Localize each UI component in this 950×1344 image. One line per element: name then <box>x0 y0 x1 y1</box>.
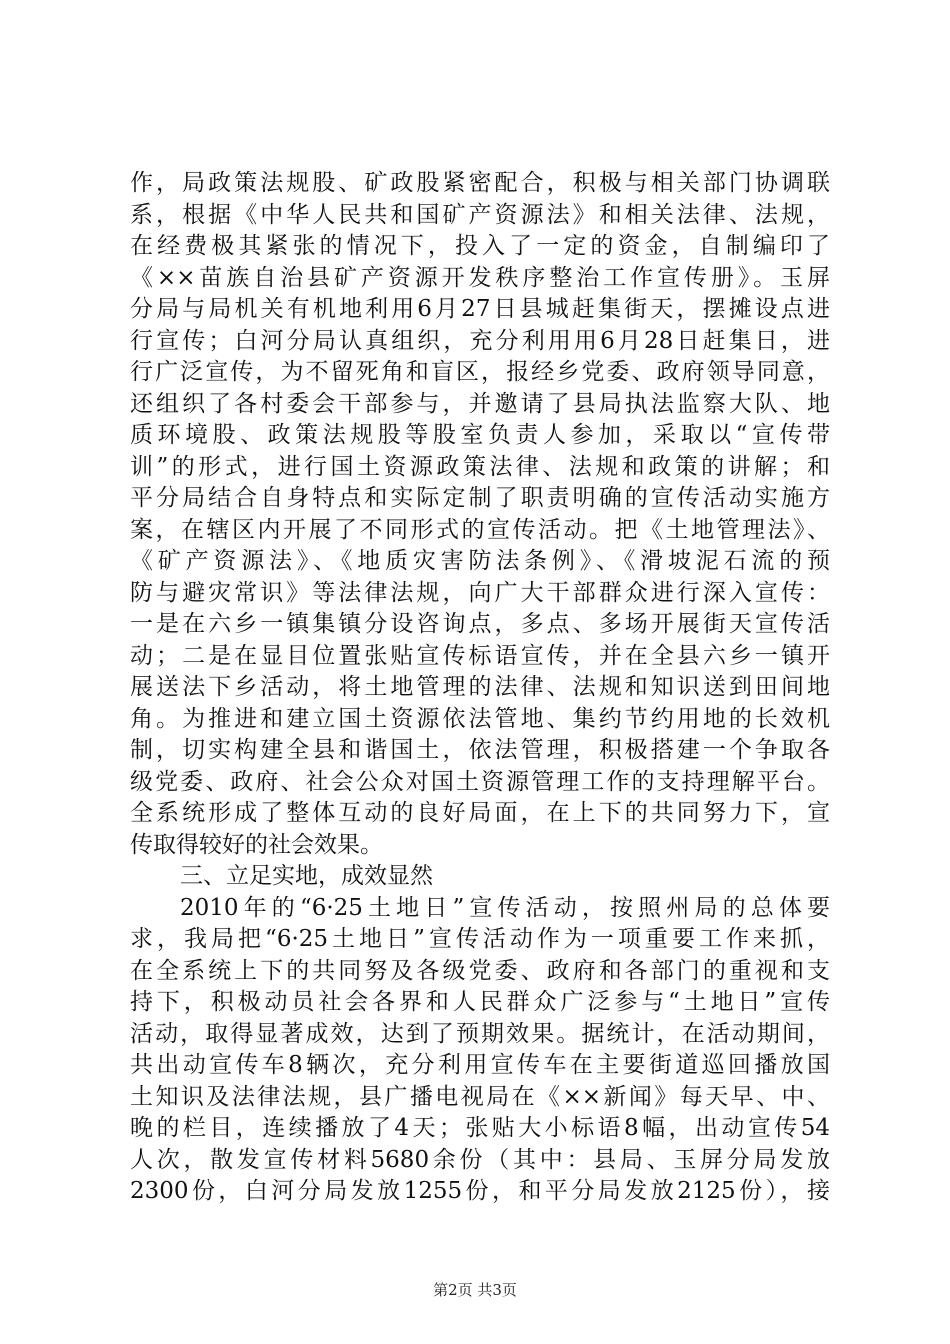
paragraph-line: 《矿产资源法》、《地质灾害防法条例》、《滑坡泥石流的预 <box>130 548 830 574</box>
paragraph-line: 训”的形式，进行国土资源政策法律、法规和政策的讲解；和 <box>130 453 830 480</box>
paragraph-line: 系，根据《中华人民共和国矿产资源法》和相关法律、法规， <box>130 201 830 228</box>
paragraph-line: 质环境股、政策法规股等股室负责人参加，采取以“宣传带 <box>130 422 830 448</box>
paragraph-line: 活动，取得显著成效，达到了预期效果。据统计，在活动期间， <box>130 1020 830 1047</box>
paragraph-line: 行宣传；白河分局认真组织，充分利用用6月28日赶集日，进 <box>130 327 830 354</box>
paragraph-line: 还组织了各村委会干部参与，并邀请了县局执法监察大队、地 <box>130 390 830 417</box>
paragraph-line: 案，在辖区内开展了不同形式的宣传活动。把《土地管理法》、 <box>130 516 830 543</box>
paragraph-line: 分局与局机关有机地利用6月27日县城赶集街天，摆摊设点进 <box>130 296 830 322</box>
paragraph-line: 级党委、政府、社会公众对国土资源管理工作的支持理解平台。 <box>130 768 830 795</box>
document-body <box>130 168 830 1208</box>
paragraph-line: 共出动宣传车8辆次，充分利用宣传车在主要街道巡回播放国 <box>130 1052 830 1078</box>
paragraph-line: 求，我局把“6·25土地日”宣传活动作为一项重要工作来抓， <box>130 926 830 952</box>
paragraph-line: 角。为推进和建立国土资源依法管地、集约节约用地的长效机 <box>130 705 830 732</box>
paragraph-line: 一是在六乡一镇集镇分设咨询点，多点、多场开展街天宣传活 <box>130 611 830 637</box>
paragraph-line: 《××苗族自治县矿产资源开发秩序整治工作宣传册》。玉屏 <box>130 264 830 291</box>
paragraph-line: 持下，积极动员社会各界和人民群众广泛参与“土地日”宣传 <box>130 989 830 1015</box>
paragraph-line: 制，切实构建全县和谐国土，依法管理，积极搭建一个争取各 <box>130 737 830 763</box>
paragraph-line: 传取得较好的社会效果。 <box>130 831 383 858</box>
paragraph-line: 2300份，白河分局发放1255份，和平分局发放2125份），接 <box>130 1178 830 1204</box>
paragraph-line: 人次，散发宣传材料5680余份（其中：县局、玉屏分局发放 <box>130 1146 830 1173</box>
paragraph-line: 土知识及法律法规，县广播电视局在《××新闻》每天早、中、 <box>130 1083 830 1110</box>
paragraph-line: 作，局政策法规股、矿政股紧密配合，积极与相关部门协调联 <box>130 170 830 196</box>
paragraph-line: 2010年的“6·25土地日”宣传活动，按照州局的总体要 <box>180 894 830 921</box>
paragraph-line: 防与避灾常识》等法律法规，向广大干部群众进行深入宣传： <box>130 579 830 606</box>
paragraph-line: 平分局结合自身特点和实际定制了职责明确的宣传活动实施方 <box>130 485 830 511</box>
paragraph-line: 动；二是在显目位置张贴宣传标语宣传，并在全县六乡一镇开 <box>130 642 830 669</box>
paragraph-line: 在全系统上下的共同努及各级党委、政府和各部门的重视和支 <box>130 957 830 984</box>
paragraph-line: 全系统形成了整体互动的良好局面，在上下的共同努力下，宣 <box>130 800 830 826</box>
section-heading: 三、立足实地，成效显然 <box>180 863 433 889</box>
paragraph-line: 行广泛宣传，为不留死角和盲区，报经乡党委、政府领导同意， <box>130 359 830 385</box>
page-number-footer: 第2页 共3页 <box>433 1281 517 1299</box>
paragraph-line: 在经费极其紧张的情况下，投入了一定的资金，自制编印了 <box>130 233 830 259</box>
paragraph-line: 展送法下乡活动，将土地管理的法律、法规和知识送到田间地 <box>130 674 830 700</box>
paragraph-line: 晚的栏目，连续播放了4天；张贴大小标语8幅，出动宣传54 <box>130 1115 830 1141</box>
